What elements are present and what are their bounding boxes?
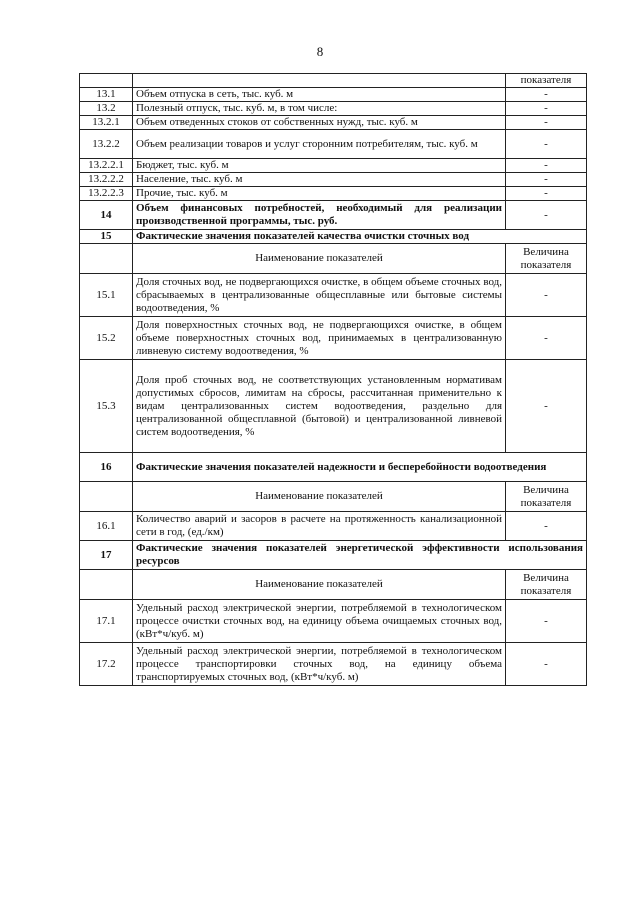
table-row	[80, 360, 587, 453]
row-num: 15.3	[80, 360, 133, 453]
head-empty-cell	[80, 244, 133, 274]
section-num: 16	[80, 453, 133, 482]
row-text: Доля поверхностных сточных вод, не подвергающихся очистке, в общем объеме поверхностных сточных вод, принимаемых в централизованную ливневую систему водоотведения, %	[133, 317, 506, 360]
table-row	[80, 512, 587, 541]
table-row	[80, 600, 587, 643]
section-title: Фактические значения показателей энергетической эффективности использования ресурсов	[133, 541, 587, 570]
table-row	[80, 643, 587, 686]
row-text: Объем финансовых потребностей, необходимый для реализации производственной программы, тыс. руб.	[133, 201, 506, 230]
row-value: -	[506, 173, 587, 187]
head-value-cell: Величина показателя	[506, 570, 587, 600]
table-row	[80, 88, 587, 102]
head-empty-cell	[80, 482, 133, 512]
row-text: Количество аварий и засоров в расчете на протяженность канализационной сети в год, (ед./км)	[133, 512, 506, 541]
head-name-cell: Наименование показателей	[133, 482, 506, 512]
section-title: Фактические значения показателей качества очистки сточных вод	[133, 230, 587, 244]
table-row	[80, 159, 587, 173]
row-text: Доля проб сточных вод, не соответствующих установленным нормативам допустимых сбросов, лимитам на сбросы, рассчитанная применительно к видам централизованных систем водоотведения, раздельно для централизованной общесплавной (бытовой) и централизованной ливневой систем водоотведения, %	[133, 360, 506, 453]
table-row	[80, 173, 587, 187]
section-num: 17	[80, 541, 133, 570]
row-text: Удельный расход электрической энергии, потребляемой в технологическом процессе транспортировки сточных вод, на единицу объема транспортируемых сточных вод, (кВт*ч/куб. м)	[133, 643, 506, 686]
table-row-14	[80, 201, 587, 230]
section-16-title-row	[80, 453, 587, 482]
row-value: -	[506, 274, 587, 317]
table-row	[80, 130, 587, 159]
row-value: -	[506, 201, 587, 230]
table-row	[80, 102, 587, 116]
header-name-cell	[133, 74, 506, 88]
table-row	[80, 274, 587, 317]
row-num: 15.1	[80, 274, 133, 317]
row-num: 13.1	[80, 88, 133, 102]
row-text: Объем отведенных стоков от собственных нужд, тыс. куб. м	[133, 116, 506, 130]
row-value: -	[506, 600, 587, 643]
head-value-cell: Величина показателя	[506, 482, 587, 512]
row-text: Полезный отпуск, тыс. куб. м, в том числе:	[133, 102, 506, 116]
row-num: 13.2.2.3	[80, 187, 133, 201]
row-text: Прочие, тыс. куб. м	[133, 187, 506, 201]
section-15-title-row	[80, 230, 587, 244]
head-name-cell: Наименование показателей	[133, 244, 506, 274]
head-empty-cell	[80, 570, 133, 600]
row-value: -	[506, 317, 587, 360]
head-value-cell: Величина показателя	[506, 244, 587, 274]
row-text: Население, тыс. куб. м	[133, 173, 506, 187]
indicators-table	[79, 73, 587, 686]
section-17-title-row	[80, 541, 587, 570]
section-num: 15	[80, 230, 133, 244]
row-value: -	[506, 130, 587, 159]
row-num: 13.2	[80, 102, 133, 116]
row-text: Объем реализации товаров и услуг сторонним потребителям, тыс. куб. м	[133, 130, 506, 159]
section-title: Фактические значения показателей надежности и бесперебойности водоотведения	[133, 453, 587, 482]
table-row	[80, 187, 587, 201]
row-num: 14	[80, 201, 133, 230]
row-text: Удельный расход электрической энергии, потребляемой в технологическом процессе очистки сточных вод, на единицу объема очищаемых сточных вод, (кВт*ч/куб. м)	[133, 600, 506, 643]
row-text: Объем отпуска в сеть, тыс. куб. м	[133, 88, 506, 102]
table-header-row	[80, 74, 587, 88]
row-value: -	[506, 102, 587, 116]
row-num: 13.2.1	[80, 116, 133, 130]
page-number: 8	[316, 44, 324, 59]
row-num: 13.2.2.2	[80, 173, 133, 187]
section-16-head-row	[80, 482, 587, 512]
section-15-head-row	[80, 244, 587, 274]
row-value: -	[506, 116, 587, 130]
row-text: Бюджет, тыс. куб. м	[133, 159, 506, 173]
header-num-cell	[80, 74, 133, 88]
row-num: 13.2.2	[80, 130, 133, 159]
row-value: -	[506, 88, 587, 102]
row-text: Доля сточных вод, не подвергающихся очистке, в общем объеме сточных вод, сбрасываемых в централизованные общесплавные или бытовые системы водоотведения, %	[133, 274, 506, 317]
table-row	[80, 116, 587, 130]
row-num: 17.1	[80, 600, 133, 643]
row-num: 16.1	[80, 512, 133, 541]
row-num: 15.2	[80, 317, 133, 360]
head-name-cell: Наименование показателей	[133, 570, 506, 600]
row-num: 13.2.2.1	[80, 159, 133, 173]
section-17-head-row	[80, 570, 587, 600]
row-value: -	[506, 643, 587, 686]
row-value: -	[506, 360, 587, 453]
table-row	[80, 317, 587, 360]
row-value: -	[506, 187, 587, 201]
row-value: -	[506, 512, 587, 541]
row-num: 17.2	[80, 643, 133, 686]
row-value: -	[506, 159, 587, 173]
header-value-cell: показателя	[506, 74, 587, 88]
